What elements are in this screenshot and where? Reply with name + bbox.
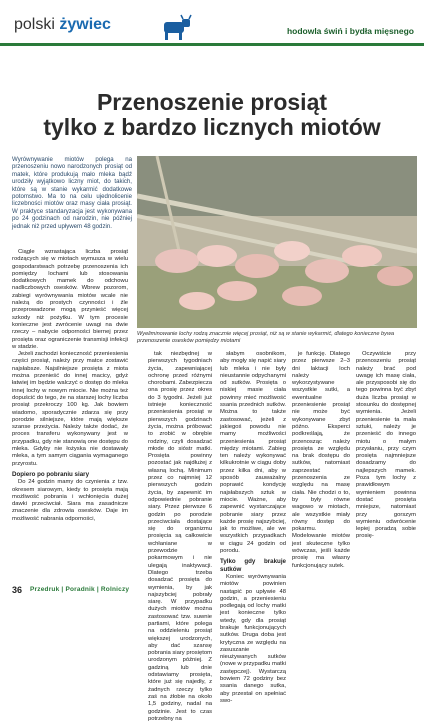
logo-part1: polski xyxy=(14,16,55,33)
cow-icon xyxy=(160,14,192,42)
photo-caption: Wyeliminowanie lochy rodzą znacznie więcej prosiąt, niż są w stanie wykarmić, dlatego konieczne bywa przenoszenie osesków pomiędzy miotami xyxy=(137,331,395,344)
article-title: Przenoszenie prosiąt tylko z bardzo licznych miotów xyxy=(43,89,381,140)
article-lead: Wyrównywanie miotów polega na przenoszeniu nowo narodzonych prosiąt od matek, które produkują mało mleka bądź urodziły wyjątkowo liczny miot, do takich, które są w stanie wykarmić dodatkowe potomstwo. Ma to na celu ujednolicenie liczebności miotów oraz masy ciała prosiąt. W praktyce standaryzacja jest wykonywana po 24 godzinach od narodzin, nie później jednak niż przed upływem 48 godzin. xyxy=(12,156,132,230)
column-4: je funkcję. Dlatego przez pierwsze 2–3 dni laktacji loch należy wykorzystywane wszystkie sutki, a ewentualne przeniesienie prosiąt nie może być wykonywane zbyt późno. Eksperci podkreślają, że przenosząc należy prosięta ze względu na brak dostępu do sutków, natomiast zaprzestać przenoszenia ze względu na masę ciała. Nie chodzi o to, by były równe wagowo w miotach, ale wszystkie miały równy dostęp do pokarmu. Modelowanie miotów jest skuteczne tylko wówczas, jeśli każde prosię ma własny funkcjonujący sutek. xyxy=(292,351,350,569)
page-footer xyxy=(0,580,424,600)
header-rule xyxy=(0,43,424,46)
subheading-1: Dopiero po pobraniu siary xyxy=(12,470,90,478)
magazine-logo xyxy=(14,16,111,34)
logo-part2: żywiec xyxy=(59,16,111,33)
footer-brand: Przedruk | Poradnik | Rolniczy xyxy=(30,586,130,593)
column-5: Oczywiście przy przenoszeniu prosiąt należy brać pod uwagę ich masę ciała, ale przysposobi się do tego powinna być zbyt duża liczba prosiąt w stosunku do dostępnej wymienia. Jeżeli przeniesienie ta mała sztuki, należy je przenieść do innego miotu o małym przysłaniu, przy czym prosięta najmniejsze dosadzamy do najlepszych mamek. Poza tym lochy z prawidłowym wymieniem powinna dostać prosięta mniejsze, natomiast przy gorszym wymieniu odwrócenie lepiej poradzą sobie prosię- xyxy=(356,351,416,540)
column-3: słabym osobnikom, aby mogły się napić siary lub mleka i nie były nieustannie odpychanymi od sutków. Prosięta o niskiej masie ciała powinny mieć możliwość ssania przednich sutków. Można to także zastosować, jeżeli z jakiegoś powodu nie mamy możliwości przeniesienia prosiąt między miotami. Zabieg ten należy wykonywać kilkukrotnie w ciągu doby przez kilka dni, aby w sposób zauważalny poprawić kondycję najsłabszych sztuk w miocie. Ważne, aby zapewnić wystarczające pobranie siary przez każde prosię najszybciej, jak to możliwe, ale we wszystkich przypadkach w ciągu 24 godzin od porodu. Tylko gdy brakuje sutków Koniec wyrównywania miotów powinien nastąpić po upływie 48 godzin, a przeniesieniu podlegają od lochy matki jest konieczne tylko wtedy, gdy dla prosiąt brakuje funkcjonujących sutków. Druga doba jest krytyczna ze względu na zasuszanie nieużywanych sutków (nowe w przypadku matki zastępczej). Wystarczą bowiem 72 godziny bez ssania danego sutka, aby przestał on spełniać swo- xyxy=(220,351,286,704)
page-header xyxy=(0,0,424,60)
section-label: hodowla świń i bydła mięsnego xyxy=(286,26,414,36)
page-number: 36 xyxy=(12,585,23,595)
piglets-photo xyxy=(137,156,417,328)
subheading-2: Tylko gdy brakuje sutków xyxy=(220,558,286,573)
column-1: Ciągle wzrastająca liczba prosiąt rodzących się w miotach wymusza w wielu gospodarstwach potrzebę przenoszenia ich pomiędzy lochami lub stosowania dodatkowych mamek do odchowu nadliczbowych osesków. Wbrew pozorom, zabiegi wyrównywania miotów wcale nie należą do prostych czynności i źle przeprowadzone mogą przynieść więcej szkody niż pożytku. W tym procesie konieczne jest zwrócenie uwagi na dwie rzeczy – nabycie odporności biernej przez prosięta oraz ograniczenie transmisji infekcji w stadzie. Jeżeli zachodzi konieczność przeniesienia części prosiąt, należy przy matce zostawić najsłabsze. Najsilniejsze prosięta z miota można przenieść do innej macicy, gdyż łatwiej im będzie walczyć o dostęp do mleka innej lochy w nowym miocie. Nie można też dopuścić do tego, że na starszej lochy liczba prosiąt przekroczy 100 kg. Jak bowiem wiadomo, sporadycznie zdarza się przy porodzie silniejsze, które mają większe szanse przeżycia. Należy także dodać, że proces transferu wykonywany jest w przypadku, gdy nie stanowią one dostępu do mleka. Gdyby nie łożyska nie dostawały mleka, a tym samym ciągania wymaganego przyrostu. Dopiero po pobraniu siary Do 24 godzin mamy do czynienia z tzw. okresem siarowym, kiedy to prosięta mają możliwość pobrania i wchłonięcia dużej dawki przeciwciał. Siara ma zasadnicze znaczenie dla zdrowia osesków. Daje im możliwość nabrania odporności, xyxy=(12,249,128,522)
column-2: tak niezbędnej w pierwszych tygodniach życia, zapewniającej ochronę przed różnymi chorobami. Zabezpiecza ona prosię przez okres do 3 tygodni. Jeżeli już istnieje konieczność przeniesienia prosiąt w pierwszych godzinach życia, można próbować to zrobić w obrębie rodziny, czyli dosadzać młode do sióstr matki. Prosięta powinny pozostać jak najdłużej z własną lochą. Minimum przez co najmniej 12 pierwszych godzin życia, by zapewnić im odpowiednie pobranie siary. Przez pierwsze 6 godzin po porodzie przeciwciała dostające się do organizmu prosięcia są całkowicie wchłaniane w przewodzie pokarmowym i nie ulegają inaktywacji. Dlatego trzeba dosadzać prosięta do wymienia, by jak najszybciej pobrały siarę. W przypadku dużych miotów można zastosować tzw. suwnie partiami, które polega na oddzieleniu prosiąt większej urodzonych, aby dać szansę pobrania siary prosiętom urodzonym później. Z gadziną lub dnie odstawiamy prosięta, które już się najedły, z żadnych rzeczy tylko zaś na żłobie na około 1,5 godziny, nadal na godzinie. Jest to czas potrzebny na xyxy=(148,351,212,722)
